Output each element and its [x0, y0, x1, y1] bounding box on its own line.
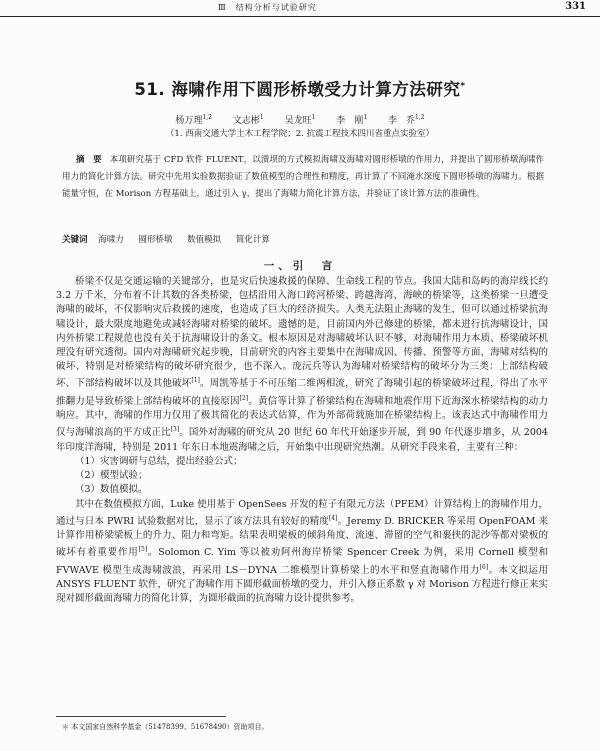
keyword: 数值模拟 [187, 235, 222, 245]
affiliation: （1. 西南交通大学土木工程学院；2. 抗震工程技术四川省重点实验室） [165, 129, 435, 139]
author: 文志彬$^1$ [232, 114, 264, 126]
running-header-section: Ⅲ 结构分析与试验研究 [218, 3, 317, 12]
keyword: 简化计算 [235, 235, 270, 245]
author: 吴龙旺$^1$ [284, 114, 316, 126]
citation: [2] [239, 394, 249, 402]
abstract-text: 本项研究基于 CFD 软件 FLUENT，以溃坝的方式模拟海啸及海啸对圆形桥墩的作用力，并提出了圆形桥墩海啸作用力的简化计算方法。研究中先用实验数据验证了数值模型的合理性和精度，再计算了不同淹水深度下圆形桥墩的海啸力。根据能量守恒，在 Morison 方程基础上，通过引入 γ，提出了海啸力简化计算方法，并验证了该计算方法的准确性。 [62, 155, 544, 199]
keyword: 圆形桥墩 [138, 235, 173, 245]
body-paragraph: 桥梁不仅是交通运输的关键部分，也是灾后快速救援的保障、生命线工程的节点。我国大陆和岛屿的海岸线长约 3.2 万千米，分布着不计其数的各类桥梁，包括沿用入海口跨河桥梁、跨越海湾、海峡的桥梁等，这类桥梁一旦遭受海啸的破坏，不仅影响灾后救援的速度，也造成了巨大的经济损失。人类无法阻止海啸的发生，但可以通过桥梁抗海啸设计，最大限度地避免或减轻海啸对桥梁的破坏。遗憾的是，目前国内外已修建的桥梁，都未进行抗海啸设计，国内外桥梁工程规范也没有关于抗海啸设计的条文。根本原因是对海啸破坏认识不够，对海啸作用力本质、桥梁破坏机理没有研究透彻。国内对海啸研究起步晚，目前研究的内容主要集中在海啸成因、传播、预警等方面，海啸对结构的破坏、特别是对桥梁结构的破坏研究很少，也不深入。庞沅兵等认为海啸对桥梁结构的破坏分为三类：上部结构破坏、下部结构破坏以及其他破坏[1]。周凯等基于不可压缩二维两相流，研究了海啸引起的桥梁破坏过程，得出了水平推翻力是导致桥梁上部结构破坏的直接原因[2]。黄信等计算了桥梁结构在海啸和地震作用下近海深水桥梁结构的动力响应。其中，海啸的作用力仅用了极其简化的表达式估算，作为外部荷载施加在桥梁结构上。该表达式中海啸作用力仅与海啸浪高的平方成正比[3]。国外对海啸的研究从 20 世纪 60 年代开始逐步开展，到 90 年代逐步增多，从 2004 年印度洋海啸，特别是 2011 年东日本地震海啸之后，开始集中出现研究热潮。从研究手段来看，主要有三种： [56, 276, 548, 453]
paper-title-text: 51. 海啸作用下圆形桥墩受力计算方法研究 [134, 80, 461, 99]
list-item: （3）数值模拟。 [75, 484, 148, 496]
author: 李 乔$^{1,2}$ [388, 114, 425, 126]
paper-title [60, 76, 540, 100]
title-footnote-mark: * [460, 81, 466, 92]
running-header [0, 0, 600, 17]
list-item: （1）灾害调研与总结，提出经验公式； [75, 455, 243, 467]
author-list [60, 113, 540, 126]
footnote-divider [56, 716, 226, 717]
keywords-label: 关键词 [62, 235, 88, 245]
author: 杨万理$^{1,2}$ [175, 114, 212, 126]
citation: [6] [479, 563, 489, 571]
keyword: 海啸力 [98, 235, 124, 245]
body-paragraph: 其中在数值模拟方面，Luke 使用基于 OpenSees 开发的粒子有限元方法（PFEM）计算结构上的海啸作用力，通过与日本 PWRI 试验数据对比，显示了该方法具有较好的精度[4]。Jeremy D. BRICKER 等采用 OpenFOAM 来计算作用桥梁梁板上的升力、阻力和弯矩。结果表明梁板的倾斜角度、流速、滞留的空气和裹挟的泥沙等都对梁板的破坏有着重要作用[5]。Solomon C. Yim 等以被劝阿州海岸桥梁 Spencer Creek 为例，采用 Cornell 模型和 FVWAVE 模型生成海啸波浪，再采用 LS－DYNA 二维模型计算桥梁上的水平和竖直海啸作用力[6]。本文拟运用 ANSYS FLUENT 软件，研究了海啸作用下圆形截面桥墩的受力，并引入修正系数 γ 对 Morison 方程进行修正来实现对圆形截面海啸力的简化计算，为圆形截面的抗海啸力设计提供参考。 [56, 498, 548, 605]
citation: [1] [191, 377, 200, 385]
abstract [62, 152, 544, 202]
section-heading: 一、引 言 [263, 260, 337, 272]
author: 李 刚$^1$ [336, 114, 368, 126]
citation: [3] [170, 426, 180, 434]
page-number: 331 [565, 1, 586, 12]
body-text [56, 275, 548, 606]
keywords [62, 233, 544, 247]
citation: [4] [328, 514, 338, 522]
footnote: ＊ 本文国家自然科学基金（51478399、51678490）资助项目。 [62, 723, 269, 731]
citation: [5] [138, 546, 148, 554]
list-item: （2）模型试验； [75, 470, 148, 482]
abstract-label: 摘 要 [76, 155, 102, 165]
